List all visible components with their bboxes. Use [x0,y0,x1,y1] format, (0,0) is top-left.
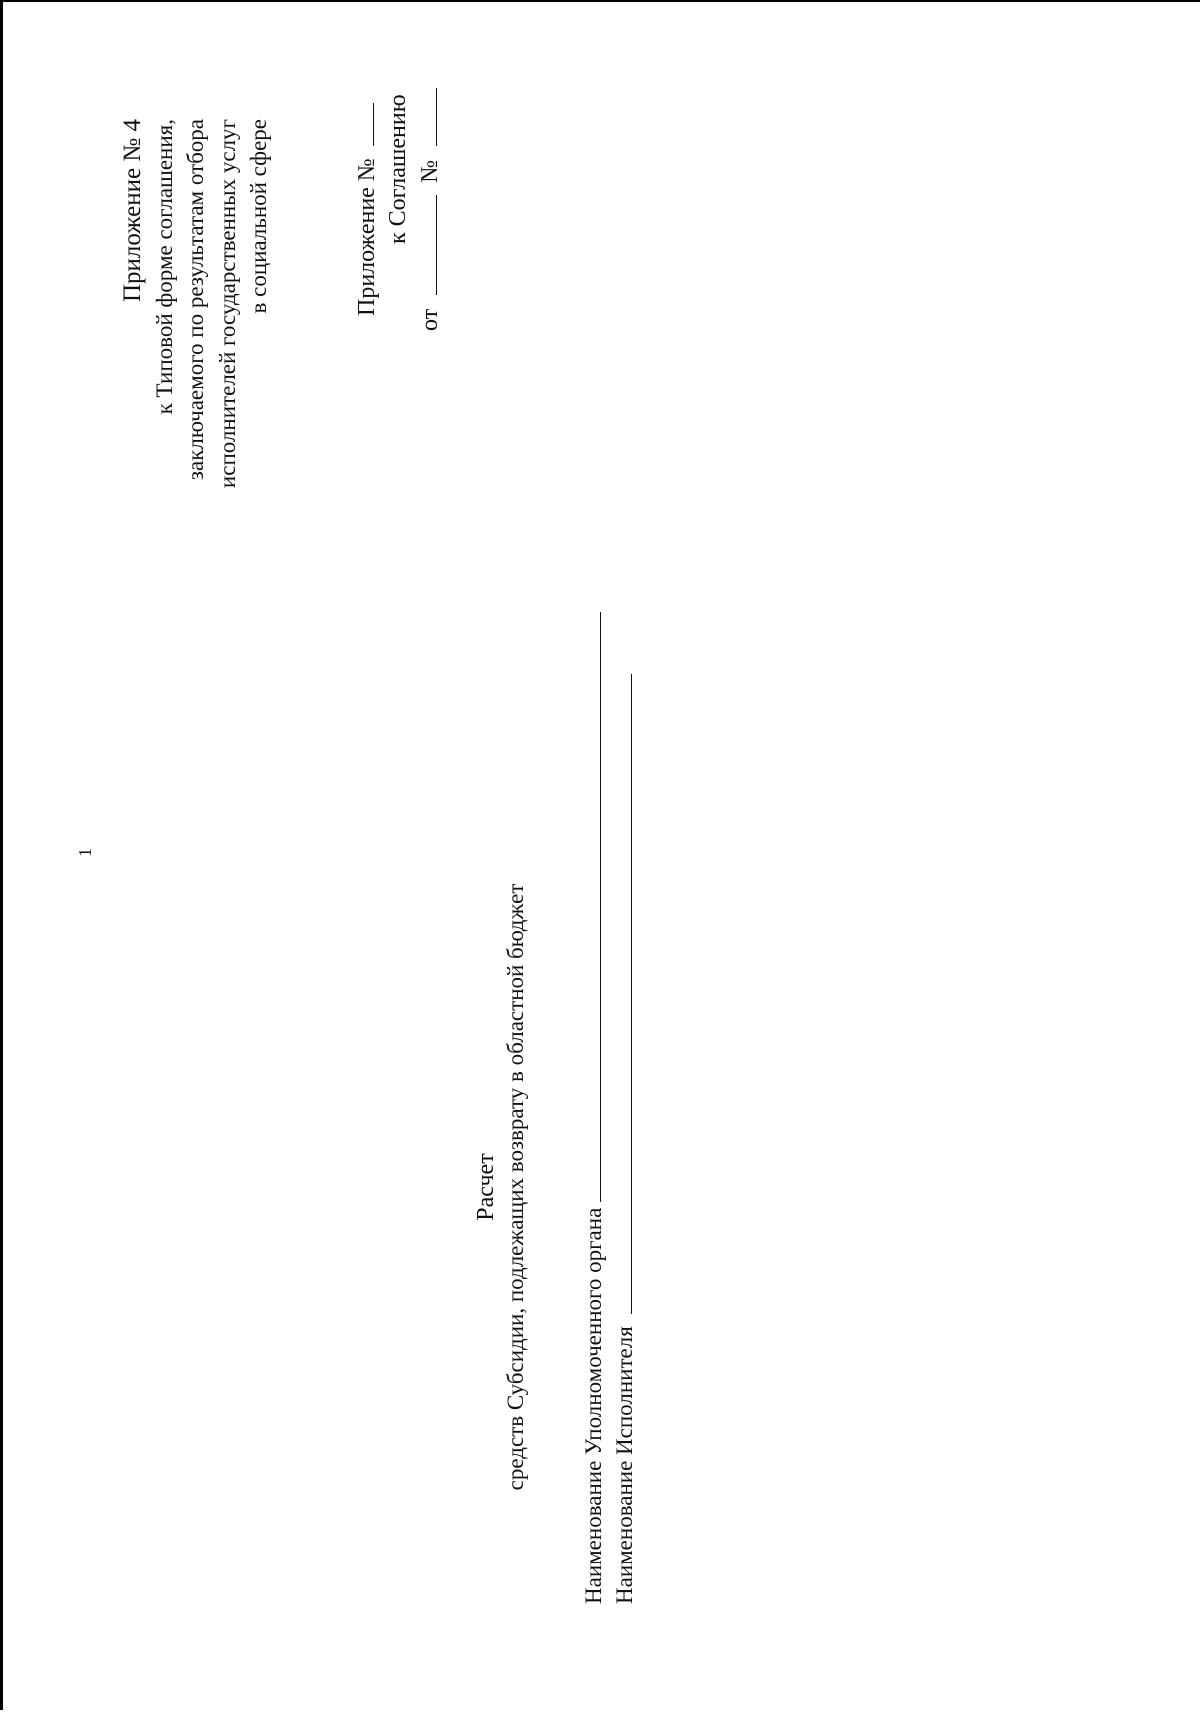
appendix-number-blank[interactable] [351,103,374,146]
appendix-line: к Типовой форме соглашения, [151,119,177,415]
executor-field[interactable] [609,674,632,1314]
appendix-line: в социальной сфере [246,119,271,314]
from-label: от [417,308,443,331]
page-number: 1 [75,848,95,857]
document-title [471,662,531,1712]
agreement-reference-line: к Соглашению [385,94,411,244]
number-label: № [417,159,443,183]
executor-row [609,612,640,1604]
agreement-appendix-label: Приложение № [354,158,380,316]
appendix-line: исполнителей государственных услуг [214,119,240,489]
agreement-number-blank[interactable] [414,88,437,146]
appendix-title: Приложение № 4 [119,119,146,303]
appendix-header [117,119,275,488]
date-blank[interactable] [414,195,437,295]
rotated-content [3,2,1200,1712]
form-fields [578,612,640,1604]
authorized-body-row [578,612,609,1604]
title-line-1: Расчет [473,1153,499,1221]
authorized-body-field[interactable] [578,612,601,1202]
agreement-date-number-line [414,88,446,331]
authorized-body-label: Наименование Уполномоченного органа [581,1207,606,1604]
executor-label: Наименование Исполнителя [612,1326,637,1604]
title-line-2: средств Субсидии, подлежащих возврату в областной бюджет [503,883,528,1491]
agreement-appendix-number-line [351,88,383,316]
appendix-line: заключаемого по результатам отбора [183,119,208,481]
agreement-appendix-block [351,88,446,331]
